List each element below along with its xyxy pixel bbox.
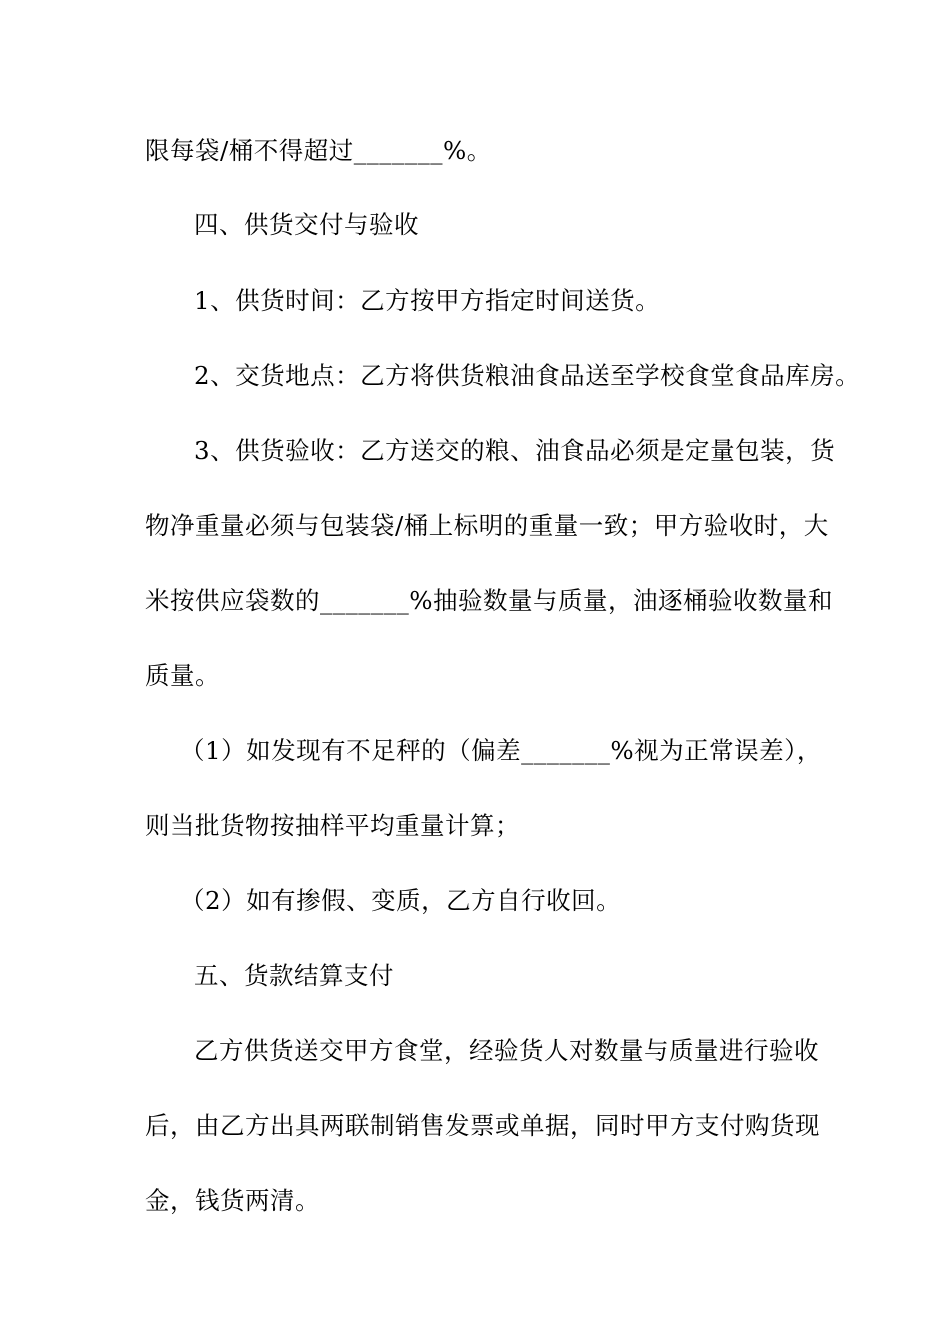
subclause-1-line1: （1）如发现有不足秤的（偏差_______%视为正常误差），: [180, 736, 822, 765]
payment-paragraph-line1: 乙方供货送交甲方食堂，经验货人对数量与质量进行验收: [194, 1036, 819, 1065]
text-line-quota: 限每袋/桶不得超过_______%。: [145, 136, 492, 165]
clause-inspection-line1: 3、供货验收：乙方送交的粮、油食品必须是定量包装，货: [194, 436, 836, 465]
payment-paragraph-line3: 金，钱货两清。: [145, 1186, 320, 1215]
clause-inspection-line4: 质量。: [145, 661, 220, 690]
clause-inspection-line2: 物净重量必须与包装袋/桶上标明的重量一致；甲方验收时，大: [145, 511, 829, 540]
subclause-1-line2: 则当批货物按抽样平均重量计算；: [145, 811, 520, 840]
clause-delivery-time: 1、供货时间：乙方按甲方指定时间送货。: [194, 286, 661, 315]
subclause-2: （2）如有掺假、变质，乙方自行收回。: [180, 886, 622, 915]
payment-paragraph-line2: 后，由乙方出具两联制销售发票或单据，同时甲方支付购货现: [145, 1111, 820, 1140]
clause-delivery-location: 2、交货地点：乙方将供货粮油食品送至学校食堂食品库房。: [194, 361, 861, 390]
section-heading-payment: 五、货款结算支付: [194, 961, 394, 990]
clause-inspection-line3: 米按供应袋数的_______%抽验数量与质量，油逐桶验收数量和: [145, 586, 834, 615]
section-heading-delivery: 四、供货交付与验收: [194, 210, 419, 239]
